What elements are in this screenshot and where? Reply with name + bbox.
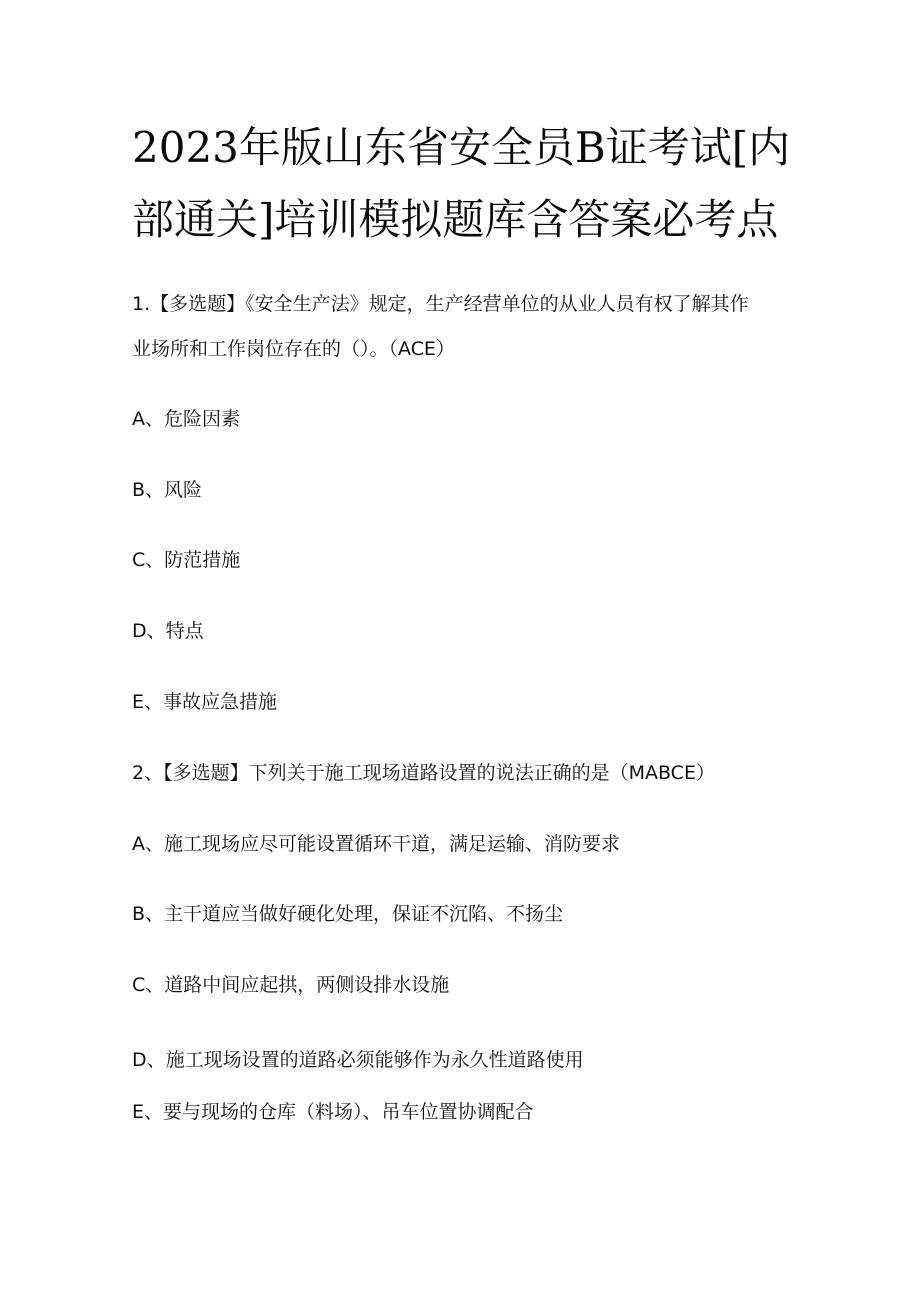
question-2-option-a: A、施工现场应尽可能设置循环干道，满足运输、消防要求 [132, 833, 620, 855]
title-line: 部通关]培训模拟题库含答案必考点 [132, 195, 779, 244]
question-1-option-d: D、特点 [132, 620, 204, 642]
question-1-option-b: B、风险 [132, 479, 203, 501]
question-1-option-e: E、事故应急措施 [132, 691, 278, 713]
question-1-stem: 1.【多选题】《安全生产法》规定，生产经营单位的从业人员有权了解其作 [132, 293, 749, 315]
title-line: 2023年版山东省安全员B证考试[内 [132, 123, 791, 172]
question-2-option-e: E、要与现场的仓库（料场）、吊车位置协调配合 [132, 1101, 534, 1123]
question-2-option-b: B、主干道应当做好硬化处理，保证不沉陷、不扬尘 [132, 903, 564, 925]
question-1-option-a: A、危险因素 [132, 408, 240, 430]
question-2-option-d: D、施工现场设置的道路必须能够作为永久性道路使用 [132, 1049, 584, 1071]
question-1-stem: 业场所和工作岗位存在的（）。（ACE） [132, 338, 455, 360]
question-1-option-c: C、防范措施 [132, 549, 241, 571]
question-2-stem: 2、【多选题】下列关于施工现场道路设置的说法正确的是（MABCE） [132, 762, 715, 784]
question-2-option-c: C、道路中间应起拱，两侧设排水设施 [132, 974, 450, 996]
document-title [132, 112, 812, 256]
